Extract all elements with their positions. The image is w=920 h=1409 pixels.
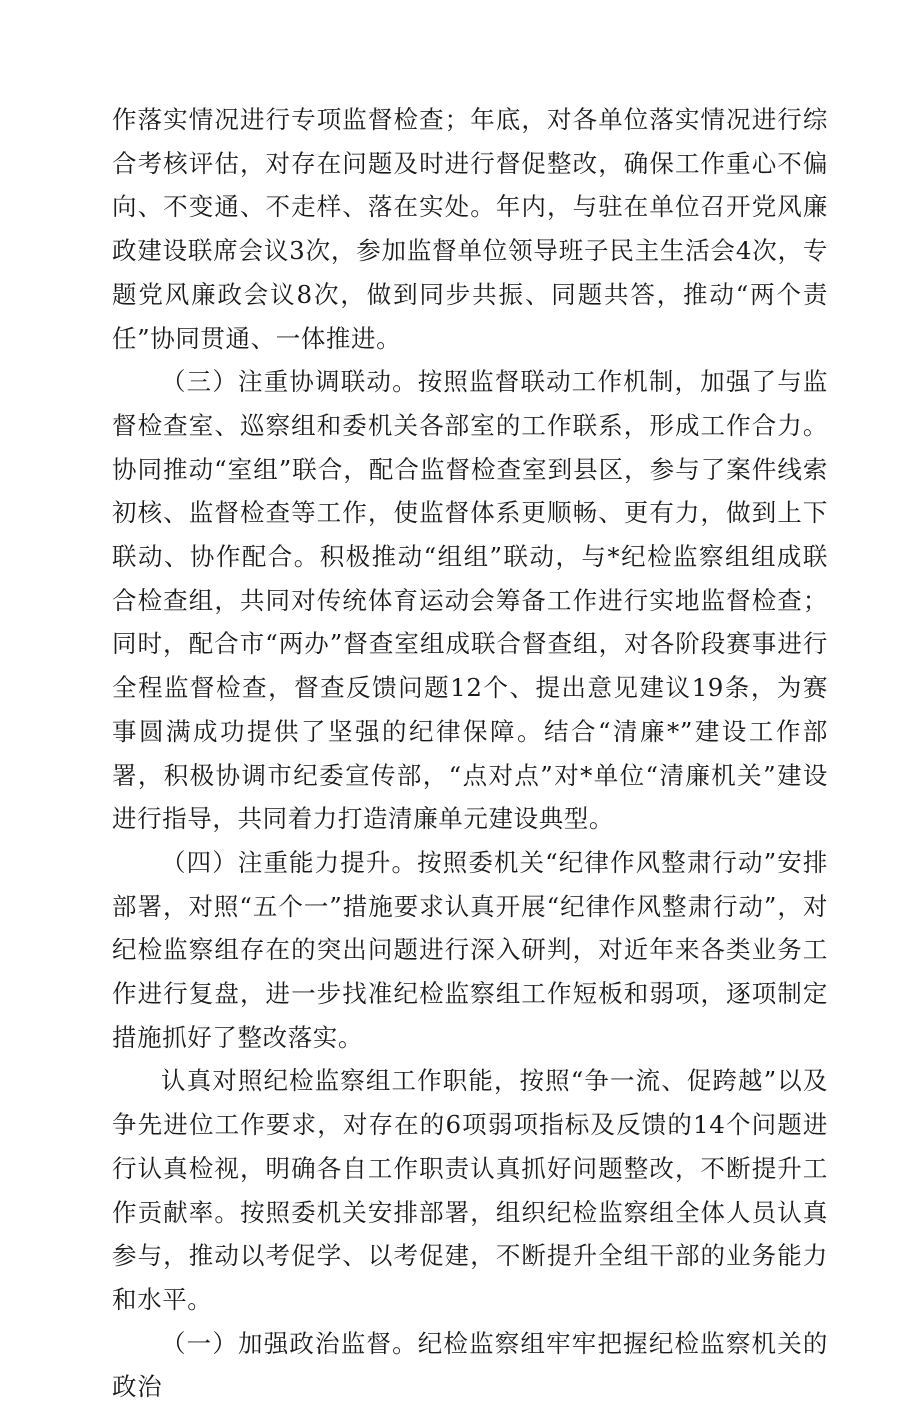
- paragraph-section-one: （一）加强政治监督。纪检监察组牢牢把握纪检监察机关的政治: [112, 1328, 828, 1402]
- paragraph-section-three: （三）注重协调联动。按照监督联动工作机制，加强了与监督检查室、巡察组和委机关各部室的工作联系，形成工作合力。协同推动“室组”联合，配合监督检查室到县区，参与了案件线索初核、监督检查等工作，使监督体系更顺畅、更有力，做到上下联动、协作配合。积极推动“组组”联动，与*纪检监察组组成联合检查组，共同对传统体育运动会筹备工作进行实地监督检查；同时，配合市“两办”督查室组成联合督查组，对各阶段赛事进行全程监督检查，督查反馈问题12个、提出意见建议19条，为赛事圆满成功提供了坚强的纪律保障。结合“清廉*”建设工作部署，积极协调市纪委宣传部，“点对点”对*单位“清廉机关”建设进行指导，共同着力打造清廉单元建设典型。: [112, 367, 828, 834]
- paragraph-self-review: 认真对照纪检监察组工作职能，按照“争一流、促跨越”以及争先进位工作要求，对存在的6项弱项指标及反馈的14个问题进行认真检视，明确各自工作职责认真抓好问题整改，不断提升工作贡献率。按照委机关安排部署，组织纪检监察组全体人员认真参与，推动以考促学、以考促建，不断提升全组干部的业务能力和水平。: [112, 1066, 828, 1314]
- paragraph-section-four: （四）注重能力提升。按照委机关“纪律作风整肃行动”安排部署，对照“五个一”措施要求认真开展“纪律作风整肃行动”，对纪检监察组存在的突出问题进行深入研判，对近年来各类业务工作进行复盘，进一步找准纪检监察组工作短板和弱项，逐项制定措施抓好了整改落实。: [112, 847, 828, 1052]
- paragraph-continuation: 作落实情况进行专项监督检查；年底，对各单位落实情况进行综合考核评估，对存在问题及时进行督促整改，确保工作重心不偏向、不变通、不走样、落在实处。年内，与驻在单位召开党风廉政建设联席会议3次，参加监督单位领导班子民主生活会4次，专题党风廉政会议8次，做到同步共振、同题共答，推动“两个责任”协同贯通、一体推进。: [112, 105, 828, 353]
